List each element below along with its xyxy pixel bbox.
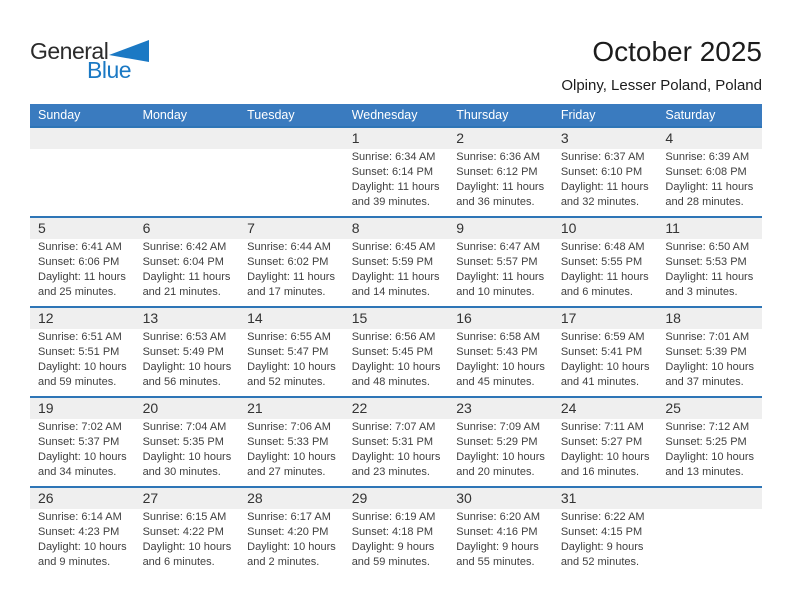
- sunrise-text: Sunrise: 6:51 AM: [38, 331, 122, 343]
- week-row: [30, 127, 762, 217]
- daylight-text: Daylight: 11 hours and 39 minutes.: [351, 181, 440, 208]
- day-details: [553, 509, 658, 570]
- logo-text-general: General: [30, 38, 109, 64]
- sunset-text: Sunset: 5:31 PM: [351, 436, 434, 448]
- sunset-text: Sunset: 5:25 PM: [665, 436, 747, 448]
- calendar-cell-day-31: [553, 487, 658, 576]
- week-row: [30, 307, 762, 397]
- daylight-text: Daylight: 10 hours and 59 minutes.: [38, 361, 127, 388]
- calendar-cell-day-25: [657, 397, 762, 487]
- sunrise-text: Sunrise: 6:19 AM: [351, 511, 436, 523]
- daylight-text: Daylight: 10 hours and 34 minutes.: [38, 451, 127, 478]
- sunset-text: Sunset: 4:18 PM: [351, 526, 434, 538]
- day-number: 2: [448, 128, 553, 149]
- daylight-text: Daylight: 9 hours and 59 minutes.: [351, 541, 435, 568]
- day-details: [135, 239, 240, 300]
- sunrise-text: Sunrise: 6:22 AM: [560, 511, 645, 523]
- daylight-text: Daylight: 10 hours and 52 minutes.: [247, 361, 336, 388]
- sunset-text: Sunset: 6:12 PM: [456, 166, 538, 178]
- day-number: 17: [553, 308, 658, 329]
- daylight-text: Daylight: 11 hours and 28 minutes.: [665, 181, 754, 208]
- sunset-text: Sunset: 5:45 PM: [351, 346, 434, 358]
- calendar-cell-day-24: [553, 397, 658, 487]
- calendar-cell-empty: [30, 127, 135, 217]
- daylight-text: Daylight: 10 hours and 23 minutes.: [351, 451, 441, 478]
- daylight-text: Daylight: 9 hours and 55 minutes.: [456, 541, 539, 568]
- sunrise-text: Sunrise: 6:47 AM: [456, 241, 541, 253]
- calendar-cell-day-13: [135, 307, 240, 397]
- day-number: 11: [657, 218, 762, 239]
- day-details: [448, 149, 553, 210]
- sunrise-text: Sunrise: 6:44 AM: [247, 241, 331, 253]
- calendar-cell-day-30: [448, 487, 553, 576]
- sunset-text: Sunset: 5:49 PM: [142, 346, 224, 358]
- sunrise-text: Sunrise: 7:02 AM: [38, 421, 122, 433]
- day-number: [30, 128, 135, 149]
- sunset-text: Sunset: 4:22 PM: [142, 526, 224, 538]
- day-number: 9: [448, 218, 553, 239]
- day-details: [553, 419, 658, 480]
- daylight-text: Daylight: 10 hours and 16 minutes.: [560, 451, 650, 478]
- calendar-cell-day-10: [553, 217, 658, 307]
- day-number: 29: [344, 488, 449, 509]
- sunset-text: Sunset: 6:10 PM: [560, 166, 643, 178]
- sunrise-text: Sunrise: 6:39 AM: [665, 151, 750, 163]
- calendar-table: [30, 104, 762, 576]
- page-title: October 2025: [592, 36, 762, 67]
- day-details: [239, 329, 344, 390]
- day-details: [448, 509, 553, 570]
- sunrise-text: Sunrise: 6:41 AM: [38, 241, 122, 253]
- sunset-text: Sunset: 6:04 PM: [142, 256, 224, 268]
- day-number: 20: [135, 398, 240, 419]
- daylight-text: Daylight: 11 hours and 3 minutes.: [665, 271, 754, 298]
- day-number: 10: [553, 218, 658, 239]
- day-details: [30, 419, 135, 480]
- day-number: 22: [344, 398, 449, 419]
- daylight-text: Daylight: 11 hours and 36 minutes.: [456, 181, 545, 208]
- sunset-text: Sunset: 5:39 PM: [665, 346, 747, 358]
- sunrise-text: Sunrise: 7:07 AM: [351, 421, 436, 433]
- day-details: [344, 149, 449, 210]
- sunset-text: Sunset: 5:43 PM: [456, 346, 538, 358]
- sunrise-text: Sunrise: 6:59 AM: [560, 331, 645, 343]
- sunrise-text: Sunrise: 6:58 AM: [456, 331, 541, 343]
- sunset-text: Sunset: 5:55 PM: [560, 256, 643, 268]
- calendar-cell-day-12: [30, 307, 135, 397]
- day-number: 23: [448, 398, 553, 419]
- calendar-cell-empty: [135, 127, 240, 217]
- calendar-cell-day-3: [553, 127, 658, 217]
- daylight-text: Daylight: 11 hours and 32 minutes.: [560, 181, 649, 208]
- sunset-text: Sunset: 4:20 PM: [247, 526, 329, 538]
- day-details: [344, 239, 449, 300]
- weekday-header-thursday: Thursday: [448, 104, 553, 127]
- sunrise-text: Sunrise: 6:42 AM: [142, 241, 227, 253]
- calendar-cell-day-27: [135, 487, 240, 576]
- day-number: 31: [553, 488, 658, 509]
- day-details: [30, 239, 135, 300]
- sunrise-text: Sunrise: 6:50 AM: [665, 241, 750, 253]
- sunset-text: Sunset: 6:02 PM: [247, 256, 329, 268]
- day-number: [657, 488, 762, 509]
- day-details: [344, 509, 449, 570]
- sunrise-text: Sunrise: 6:56 AM: [351, 331, 436, 343]
- sunset-text: Sunset: 5:27 PM: [560, 436, 643, 448]
- sunset-text: Sunset: 5:35 PM: [142, 436, 224, 448]
- day-details: [135, 419, 240, 480]
- calendar-cell-day-14: [239, 307, 344, 397]
- day-details: [239, 509, 344, 570]
- day-number: 4: [657, 128, 762, 149]
- sunrise-text: Sunrise: 7:12 AM: [665, 421, 750, 433]
- page-subtitle: Olpiny, Lesser Poland, Poland: [561, 77, 762, 95]
- daylight-text: Daylight: 10 hours and 9 minutes.: [38, 541, 127, 568]
- day-number: 21: [239, 398, 344, 419]
- logo-text-blue: Blue: [87, 57, 132, 83]
- daylight-text: Daylight: 10 hours and 13 minutes.: [665, 451, 755, 478]
- sunset-text: Sunset: 5:41 PM: [560, 346, 643, 358]
- day-number: [239, 128, 344, 149]
- day-details: [344, 329, 449, 390]
- weekday-header-saturday: Saturday: [657, 104, 762, 127]
- day-details: [657, 329, 762, 390]
- sunrise-text: Sunrise: 6:55 AM: [247, 331, 331, 343]
- day-number: 5: [30, 218, 135, 239]
- sunrise-text: Sunrise: 6:36 AM: [456, 151, 541, 163]
- day-number: 3: [553, 128, 658, 149]
- daylight-text: Daylight: 10 hours and 56 minutes.: [142, 361, 232, 388]
- sunset-text: Sunset: 4:15 PM: [560, 526, 643, 538]
- daylight-text: Daylight: 11 hours and 25 minutes.: [38, 271, 126, 298]
- sunrise-text: Sunrise: 6:15 AM: [142, 511, 227, 523]
- day-details: [239, 239, 344, 300]
- day-number: 30: [448, 488, 553, 509]
- daylight-text: Daylight: 10 hours and 20 minutes.: [456, 451, 545, 478]
- sunset-text: Sunset: 5:33 PM: [247, 436, 329, 448]
- sunset-text: Sunset: 5:57 PM: [456, 256, 538, 268]
- calendar-cell-day-16: [448, 307, 553, 397]
- sunset-text: Sunset: 4:23 PM: [38, 526, 120, 538]
- sunset-text: Sunset: 5:51 PM: [38, 346, 120, 358]
- day-number: 6: [135, 218, 240, 239]
- day-details: [553, 149, 658, 210]
- calendar-cell-day-5: [30, 217, 135, 307]
- day-details: [135, 329, 240, 390]
- calendar-cell-day-6: [135, 217, 240, 307]
- calendar-cell-day-9: [448, 217, 553, 307]
- day-number: 16: [448, 308, 553, 329]
- sunset-text: Sunset: 4:16 PM: [456, 526, 538, 538]
- sunset-text: Sunset: 5:53 PM: [665, 256, 747, 268]
- day-number: 1: [344, 128, 449, 149]
- calendar-cell-day-2: [448, 127, 553, 217]
- day-details: [448, 329, 553, 390]
- daylight-text: Daylight: 11 hours and 10 minutes.: [456, 271, 545, 298]
- day-details: [30, 329, 135, 390]
- sunrise-text: Sunrise: 7:09 AM: [456, 421, 541, 433]
- day-details: [448, 419, 553, 480]
- calendar-cell-day-4: [657, 127, 762, 217]
- day-details: [657, 239, 762, 300]
- sunrise-text: Sunrise: 6:20 AM: [456, 511, 541, 523]
- day-number: 27: [135, 488, 240, 509]
- sunset-text: Sunset: 5:37 PM: [38, 436, 120, 448]
- calendar-cell-day-11: [657, 217, 762, 307]
- day-details: [30, 509, 135, 570]
- day-number: 12: [30, 308, 135, 329]
- sunrise-text: Sunrise: 7:01 AM: [665, 331, 750, 343]
- day-details: [448, 239, 553, 300]
- day-details: [135, 509, 240, 570]
- sunrise-text: Sunrise: 6:17 AM: [247, 511, 331, 523]
- sunrise-text: Sunrise: 7:04 AM: [142, 421, 227, 433]
- calendar-cell-empty: [239, 127, 344, 217]
- day-number: 28: [239, 488, 344, 509]
- calendar-cell-empty: [657, 487, 762, 576]
- sunrise-text: Sunrise: 6:48 AM: [560, 241, 645, 253]
- sunset-text: Sunset: 5:59 PM: [351, 256, 434, 268]
- calendar-cell-day-23: [448, 397, 553, 487]
- day-number: 13: [135, 308, 240, 329]
- sunrise-text: Sunrise: 6:34 AM: [351, 151, 436, 163]
- day-details: [344, 419, 449, 480]
- week-row: [30, 217, 762, 307]
- calendar-cell-day-28: [239, 487, 344, 576]
- day-number: 14: [239, 308, 344, 329]
- day-details: [657, 419, 762, 480]
- sunrise-text: Sunrise: 6:37 AM: [560, 151, 645, 163]
- calendar-cell-day-17: [553, 307, 658, 397]
- sunrise-text: Sunrise: 6:14 AM: [38, 511, 122, 523]
- weekday-header-monday: Monday: [135, 104, 240, 127]
- calendar-cell-day-18: [657, 307, 762, 397]
- calendar-cell-day-15: [344, 307, 449, 397]
- day-details: [553, 329, 658, 390]
- weekday-header-sunday: Sunday: [30, 104, 135, 127]
- daylight-text: Daylight: 11 hours and 21 minutes.: [142, 271, 231, 298]
- day-number: 24: [553, 398, 658, 419]
- day-details: [553, 239, 658, 300]
- day-number: 15: [344, 308, 449, 329]
- calendar-cell-day-20: [135, 397, 240, 487]
- sunset-text: Sunset: 6:06 PM: [38, 256, 120, 268]
- daylight-text: Daylight: 10 hours and 6 minutes.: [142, 541, 232, 568]
- sunrise-text: Sunrise: 7:06 AM: [247, 421, 331, 433]
- calendar-cell-day-1: [344, 127, 449, 217]
- daylight-text: Daylight: 9 hours and 52 minutes.: [560, 541, 644, 568]
- daylight-text: Daylight: 10 hours and 37 minutes.: [665, 361, 755, 388]
- calendar-cell-day-21: [239, 397, 344, 487]
- weekday-header-wednesday: Wednesday: [344, 104, 449, 127]
- day-number: 19: [30, 398, 135, 419]
- week-row: [30, 487, 762, 576]
- daylight-text: Daylight: 11 hours and 17 minutes.: [247, 271, 335, 298]
- weekday-header-tuesday: Tuesday: [239, 104, 344, 127]
- day-number: 8: [344, 218, 449, 239]
- calendar-cell-day-29: [344, 487, 449, 576]
- daylight-text: Daylight: 11 hours and 14 minutes.: [351, 271, 440, 298]
- sunset-text: Sunset: 5:47 PM: [247, 346, 329, 358]
- weekday-header-row: [30, 104, 762, 127]
- general-blue-logo: [30, 40, 149, 82]
- sunset-text: Sunset: 5:29 PM: [456, 436, 538, 448]
- sunset-text: Sunset: 6:14 PM: [351, 166, 434, 178]
- daylight-text: Daylight: 10 hours and 45 minutes.: [456, 361, 545, 388]
- sunrise-text: Sunrise: 6:53 AM: [142, 331, 227, 343]
- calendar-cell-day-19: [30, 397, 135, 487]
- title-block: [561, 36, 762, 94]
- day-details: [657, 149, 762, 210]
- daylight-text: Daylight: 10 hours and 48 minutes.: [351, 361, 441, 388]
- calendar-cell-day-22: [344, 397, 449, 487]
- day-number: 7: [239, 218, 344, 239]
- weekday-header-friday: Friday: [553, 104, 658, 127]
- week-row: [30, 397, 762, 487]
- daylight-text: Daylight: 10 hours and 27 minutes.: [247, 451, 336, 478]
- day-number: 26: [30, 488, 135, 509]
- daylight-text: Daylight: 10 hours and 30 minutes.: [142, 451, 232, 478]
- day-number: 25: [657, 398, 762, 419]
- daylight-text: Daylight: 11 hours and 6 minutes.: [560, 271, 649, 298]
- sunrise-text: Sunrise: 6:45 AM: [351, 241, 436, 253]
- calendar-cell-day-8: [344, 217, 449, 307]
- day-details: [239, 419, 344, 480]
- day-number: 18: [657, 308, 762, 329]
- sunset-text: Sunset: 6:08 PM: [665, 166, 747, 178]
- daylight-text: Daylight: 10 hours and 41 minutes.: [560, 361, 650, 388]
- day-number: [135, 128, 240, 149]
- daylight-text: Daylight: 10 hours and 2 minutes.: [247, 541, 336, 568]
- calendar-cell-day-26: [30, 487, 135, 576]
- sunrise-text: Sunrise: 7:11 AM: [560, 421, 644, 433]
- calendar-cell-day-7: [239, 217, 344, 307]
